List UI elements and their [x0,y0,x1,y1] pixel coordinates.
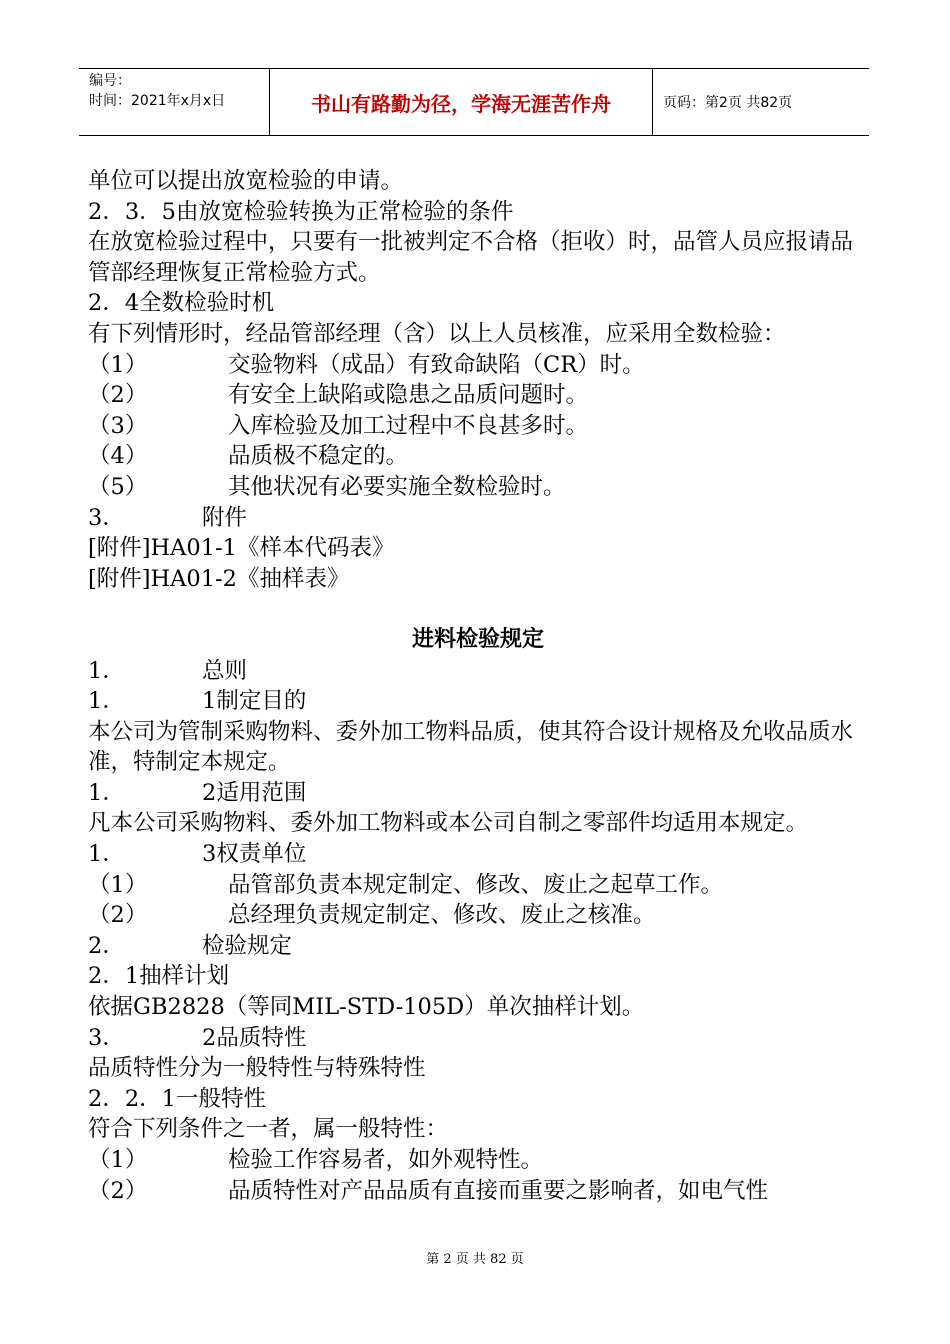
text-line [88,380,868,411]
line-text: 2适用范围 [202,779,307,806]
text-line [88,778,868,809]
line-text: 有安全上缺陷或隐患之品质问题时。 [228,382,589,409]
motto-text: 书山有路勤为径，学海无涯苦作舟 [311,91,611,116]
line-marker: 1． [88,657,125,684]
line-text: 检验规定 [202,932,293,959]
line-marker: 单位可以提出放宽检验的申请。 [88,168,404,194]
line-text: 品质特性对产品品质有直接而重要之影响者，如电气性 [228,1177,769,1204]
text-line [88,227,868,288]
text-line [88,166,868,197]
line-text: 总则 [202,657,248,684]
text-line [88,319,868,350]
text-line [88,839,868,870]
line-marker: 符合下列条件之一者，属一般特性： [88,1116,449,1143]
text-line [88,533,868,564]
line-text: 品管部负责本规定制定、修改、废止之起草工作。 [228,871,724,898]
text-line [88,992,868,1023]
text-line [88,441,868,472]
header-page-info [653,69,869,135]
line-marker: （1） [88,351,148,378]
line-text: 附件 [202,504,248,531]
line-marker: 品质特性分为一般特性与特殊特性 [88,1055,426,1082]
line-marker: （3） [88,412,148,439]
line-marker: [附件]HA01-2《抽样表》 [88,565,350,592]
line-marker: 1． [88,841,125,868]
line-text: 交验物料（成品）有致命缺陷（CR）时。 [228,351,645,378]
section-title: 进料检验规定 [411,626,544,652]
line-marker: 1． [88,779,125,806]
text-line [88,961,868,992]
line-text: 其他状况有必要实施全数检验时。 [228,473,566,500]
text-line [88,1084,868,1115]
line-marker: 1． [88,688,125,715]
text-line [88,564,868,595]
line-marker: 2．3．5由放宽检验转换为正常检验的条件 [88,198,514,225]
line-marker: 依据GB2828（等同MIL-STD-105D）单次抽样计划。 [88,994,645,1021]
line-marker: （2） [88,1177,148,1204]
line-marker: （5） [88,473,148,500]
line-marker: 3． [88,504,125,531]
line-marker: 在放宽检验过程中，只要有一批被判定不合格（拒收）时，品管人员应报请品管部经理恢复正常检验方式。 [88,229,854,286]
text-line [88,1145,868,1176]
text-line [88,411,868,442]
header-meta [79,69,270,135]
line-text: 2品质特性 [202,1024,307,1051]
header-motto [270,69,653,135]
time-label: 时间：2021年x月x日 [89,93,226,109]
line-marker: 本公司为管制采购物料、委外加工物料品质，使其符合设计规格及允收品质水准，特制定本规定。 [88,718,854,776]
text-line [88,717,868,778]
line-text: 入库检验及加工过程中不良甚多时。 [228,412,589,439]
text-line [88,900,868,931]
number-label: 编号： [89,73,131,89]
text-line [88,1053,868,1084]
text-line [88,686,868,717]
text-line [88,1023,868,1054]
line-marker: （2） [88,902,148,929]
text-line [88,808,868,839]
text-line [88,870,868,901]
line-marker: [附件]HA01-1《样本代码表》 [88,535,395,562]
line-marker: 2．1抽样计划 [88,963,230,990]
document-body [88,166,868,1206]
text-line [88,472,868,503]
line-marker: 2．2．1一般特性 [88,1085,266,1112]
page-footer: 第 2 页 共 82 页 [426,1252,524,1267]
line-text: 总经理负责规定制定、修改、废止之核准。 [228,902,656,929]
spacer [88,594,868,625]
line-text: 3权责单位 [202,841,307,868]
page-header [79,68,869,136]
text-line [88,350,868,381]
text-line [88,503,868,534]
page-info-text: 页码：第2页 共82页 [663,95,793,111]
line-text: 品质极不稳定的。 [228,443,409,470]
line-text: 检验工作容易者，如外观特性。 [228,1147,544,1173]
line-marker: （2） [88,382,148,409]
line-marker: 有下列情形时，经品管部经理（含）以上人员核准，应采用全数检验： [88,320,786,347]
line-marker: 3． [88,1024,125,1051]
line-marker: （4） [88,443,148,470]
text-line [88,197,868,228]
text-line [88,1176,868,1207]
line-marker: 2． [88,932,125,959]
line-marker: （1） [88,1147,148,1173]
line-text: 1制定目的 [202,688,307,715]
text-line [88,931,868,962]
text-line [88,288,868,319]
line-marker: 2．4全数检验时机 [88,290,275,317]
text-line [88,1114,868,1145]
text-line [88,656,868,687]
line-marker: （1） [88,871,148,898]
line-marker: 凡本公司采购物料、委外加工物料或本公司自制之零部件均适用本规定。 [88,810,809,837]
